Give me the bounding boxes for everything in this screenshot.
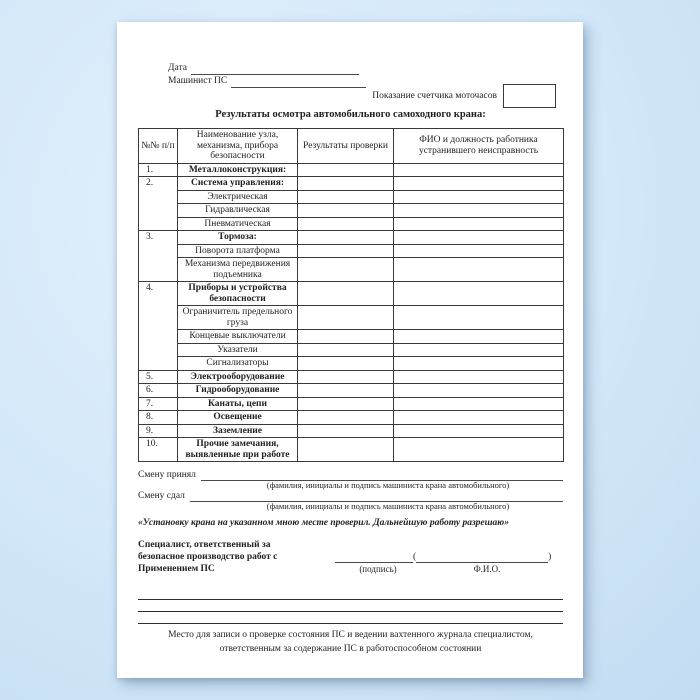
meter-input-box[interactable] bbox=[503, 84, 556, 108]
bottom-note-line1: Место для записи о проверке состояния ПС и ведении вахтенного журнала специалистом, bbox=[168, 630, 533, 640]
table-row bbox=[139, 306, 564, 330]
table-row bbox=[139, 424, 564, 438]
record-line[interactable] bbox=[138, 623, 563, 624]
fio-entry-cell[interactable] bbox=[394, 177, 564, 191]
row-number-cell: 2. bbox=[139, 177, 178, 231]
table-row bbox=[139, 384, 564, 398]
results-entry-cell[interactable] bbox=[298, 343, 394, 357]
results-entry-cell[interactable] bbox=[298, 231, 394, 245]
table-row bbox=[139, 258, 564, 282]
fio-entry-cell[interactable] bbox=[394, 163, 564, 177]
meter-label: Показание счетчика моточасов bbox=[372, 91, 497, 101]
fio-entry-cell[interactable] bbox=[394, 411, 564, 425]
row-number-cell: 9. bbox=[139, 424, 178, 438]
specialist-label-line: Специалист, ответственный за bbox=[138, 540, 271, 550]
table-row bbox=[139, 411, 564, 425]
row-name-cell: Электрооборудование bbox=[178, 370, 298, 384]
row-number-cell: 5. bbox=[139, 370, 178, 384]
results-entry-cell[interactable] bbox=[298, 306, 394, 330]
fio-entry-cell[interactable] bbox=[394, 190, 564, 204]
record-line[interactable] bbox=[138, 599, 563, 600]
operator-input-line[interactable] bbox=[231, 77, 366, 88]
signature-labels bbox=[335, 564, 563, 574]
shift-handed-note: (фамилия, инициалы и подпись машиниста крана автомобильного) bbox=[266, 501, 510, 511]
results-entry-cell[interactable] bbox=[298, 370, 394, 384]
row-name-cell: Система управления: bbox=[178, 177, 298, 191]
column-header-results: Результаты проверки bbox=[298, 129, 394, 164]
table-row bbox=[139, 244, 564, 258]
row-number-cell: 6. bbox=[139, 384, 178, 398]
fio-entry-cell[interactable] bbox=[394, 231, 564, 245]
fio-entry-cell[interactable] bbox=[394, 204, 564, 218]
table-row bbox=[139, 231, 564, 245]
operator-label: Машинист ПС bbox=[168, 76, 228, 86]
inspection-table bbox=[138, 128, 564, 462]
table-row bbox=[139, 177, 564, 191]
fio-entry-cell[interactable] bbox=[394, 438, 564, 462]
row-name-cell: Тормоза: bbox=[178, 231, 298, 245]
results-entry-cell[interactable] bbox=[298, 397, 394, 411]
table-row bbox=[139, 330, 564, 344]
fio-entry-cell[interactable] bbox=[394, 343, 564, 357]
results-entry-cell[interactable] bbox=[298, 177, 394, 191]
column-header-name: Наименование узла, механизма, прибора безопасности bbox=[178, 129, 298, 164]
fio-entry-cell[interactable] bbox=[394, 330, 564, 344]
row-number-cell: 10. bbox=[139, 438, 178, 462]
specialist-section bbox=[138, 539, 563, 575]
fio-entry-cell[interactable] bbox=[394, 282, 564, 306]
results-entry-cell[interactable] bbox=[298, 424, 394, 438]
fio-entry-cell[interactable] bbox=[394, 357, 564, 371]
record-lines-section bbox=[138, 599, 563, 624]
signature-line-row bbox=[335, 552, 563, 563]
row-name-cell: Приборы и устройства безопасности bbox=[178, 282, 298, 306]
fio-entry-cell[interactable] bbox=[394, 258, 564, 282]
results-entry-cell[interactable] bbox=[298, 163, 394, 177]
specialist-label-line: Применением ПС bbox=[138, 564, 215, 574]
shift-accepted-note: (фамилия, инициалы и подпись машиниста крана автомобильного) bbox=[266, 480, 510, 490]
results-entry-cell[interactable] bbox=[298, 204, 394, 218]
bottom-note bbox=[138, 629, 563, 656]
row-number-cell: 1. bbox=[139, 163, 178, 177]
specialist-label bbox=[138, 539, 323, 575]
row-name-cell: Концевые выключатели bbox=[178, 330, 298, 344]
fio-entry-cell[interactable] bbox=[394, 424, 564, 438]
row-name-cell: Гидравлическая bbox=[178, 204, 298, 218]
results-entry-cell[interactable] bbox=[298, 357, 394, 371]
row-name-cell: Гидрооборудование bbox=[178, 384, 298, 398]
results-entry-cell[interactable] bbox=[298, 190, 394, 204]
row-number-cell: 3. bbox=[139, 231, 178, 282]
results-entry-cell[interactable] bbox=[298, 258, 394, 282]
row-name-cell: Поворота платформа bbox=[178, 244, 298, 258]
results-entry-cell[interactable] bbox=[298, 411, 394, 425]
row-number-cell: 8. bbox=[139, 411, 178, 425]
signature-caption: (подпись) bbox=[359, 564, 397, 574]
fio-entry-cell[interactable] bbox=[394, 397, 564, 411]
results-entry-cell[interactable] bbox=[298, 330, 394, 344]
row-name-cell: Механизма передвижения подъемника bbox=[178, 258, 298, 282]
row-name-cell: Указатели bbox=[178, 343, 298, 357]
table-row bbox=[139, 217, 564, 231]
results-entry-cell[interactable] bbox=[298, 282, 394, 306]
close-paren: ) bbox=[548, 552, 552, 562]
date-input-line[interactable] bbox=[191, 64, 359, 75]
date-label: Дата bbox=[168, 63, 187, 73]
fio-entry-cell[interactable] bbox=[394, 217, 564, 231]
fio-entry-cell[interactable] bbox=[394, 370, 564, 384]
table-row bbox=[139, 190, 564, 204]
fio-line[interactable] bbox=[416, 553, 548, 563]
column-header-number: №№ п/п bbox=[139, 129, 178, 164]
results-entry-cell[interactable] bbox=[298, 217, 394, 231]
row-number-cell: 4. bbox=[139, 282, 178, 371]
shift-accepted-label: Смену принял bbox=[138, 470, 196, 480]
row-name-cell: Пневматическая bbox=[178, 217, 298, 231]
table-row bbox=[139, 370, 564, 384]
table-row bbox=[139, 282, 564, 306]
results-entry-cell[interactable] bbox=[298, 244, 394, 258]
row-number-cell: 7. bbox=[139, 397, 178, 411]
results-entry-cell[interactable] bbox=[298, 438, 394, 462]
bottom-note-line2: ответственным за содержание ПС в работоспособном состоянии bbox=[219, 643, 482, 654]
row-name-cell: Сигнализаторы bbox=[178, 357, 298, 371]
fio-entry-cell[interactable] bbox=[394, 384, 564, 398]
installation-check-quote: «Установку крана на указанном мною месте проверил. Дальнейшую работу разрешаю» bbox=[138, 518, 509, 528]
fio-caption: Ф.И.О. bbox=[473, 564, 501, 574]
table-row bbox=[139, 357, 564, 371]
row-name-cell: Заземление bbox=[178, 424, 298, 438]
signature-line[interactable] bbox=[335, 553, 413, 563]
table-row bbox=[139, 343, 564, 357]
page-title: Результаты осмотра автомобильного самоходного крана: bbox=[215, 109, 486, 120]
specialist-signature-block bbox=[323, 552, 563, 575]
row-name-cell: Электрическая bbox=[178, 190, 298, 204]
date-field bbox=[168, 62, 563, 75]
table-row bbox=[139, 163, 564, 177]
table-row bbox=[139, 397, 564, 411]
fio-entry-cell[interactable] bbox=[394, 244, 564, 258]
row-name-cell: Освещение bbox=[178, 411, 298, 425]
table-row bbox=[139, 204, 564, 218]
column-header-fio: ФИО и должность работника устранившего неисправность bbox=[394, 129, 564, 164]
document-page bbox=[117, 22, 583, 678]
row-name-cell: Прочие замечания, выявленные при работе bbox=[178, 438, 298, 462]
results-entry-cell[interactable] bbox=[298, 384, 394, 398]
shift-handed-label: Смену сдал bbox=[138, 491, 185, 501]
specialist-label-line: безопасное производство работ с bbox=[138, 552, 278, 562]
open-paren: ( bbox=[413, 552, 417, 562]
row-name-cell: Металлоконструкция: bbox=[178, 163, 298, 177]
row-name-cell: Ограничитель предельного груза bbox=[178, 306, 298, 330]
row-name-cell: Канаты, цепи bbox=[178, 397, 298, 411]
table-row bbox=[139, 438, 564, 462]
table-header-row bbox=[139, 129, 564, 164]
record-line[interactable] bbox=[138, 611, 563, 612]
fio-entry-cell[interactable] bbox=[394, 306, 564, 330]
